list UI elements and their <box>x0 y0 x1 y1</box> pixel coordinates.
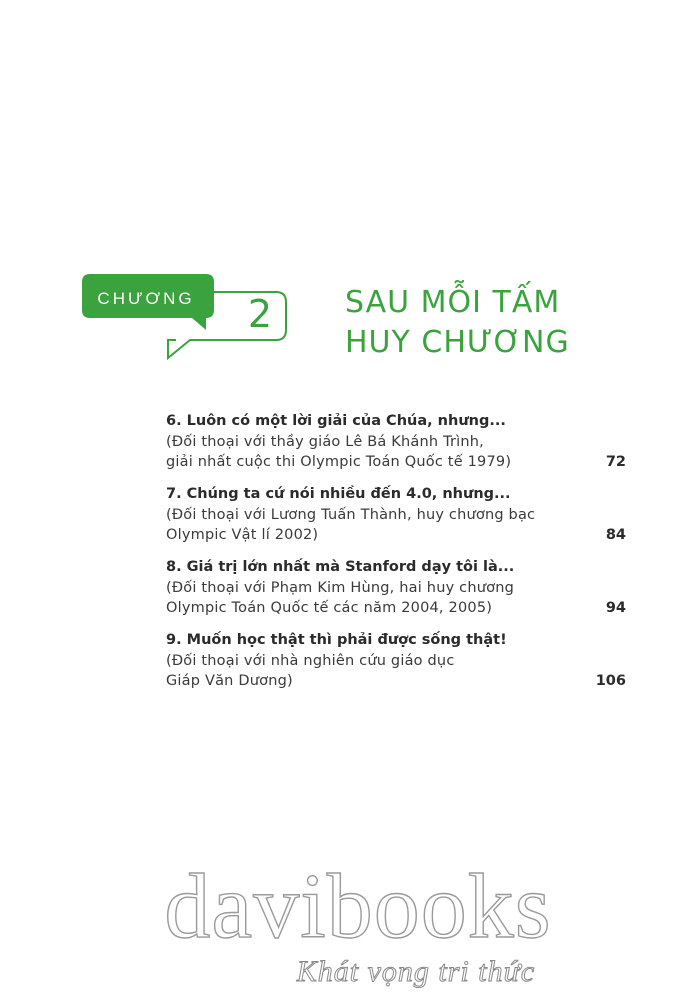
chapter-label: CHƯƠNG <box>97 289 195 308</box>
toc-page-number: 94 <box>605 600 626 616</box>
watermark-tagline: Khát vọng tri thức <box>296 955 536 988</box>
watermark-brand: davibooks <box>164 855 552 957</box>
toc-entry-title: 9. Muốn học thật thì phải được sống thật! <box>166 632 507 648</box>
toc-page-number: 106 <box>595 673 626 689</box>
toc-entry-subtitle: (Đối thoại với Phạm Kim Hùng, hai huy chương <box>166 580 514 596</box>
chapter-title <box>345 283 685 363</box>
chapter-badge <box>80 272 290 367</box>
toc-entry-title: 8. Giá trị lớn nhất mà Stanford dạy tôi là... <box>166 559 515 575</box>
toc-entry-title: 7. Chúng ta cứ nói nhiều đến 4.0, nhưng... <box>166 486 511 502</box>
toc-entry-title: 6. Luôn có một lời giải của Chúa, nhưng... <box>166 413 506 429</box>
toc-entry-subtitle: Olympic Toán Quốc tế các năm 2004, 2005) <box>166 600 493 616</box>
toc-entry-subtitle: Giáp Văn Dương) <box>166 673 293 689</box>
toc-entry-subtitle: giải nhất cuộc thi Olympic Toán Quốc tế 1979) <box>166 454 512 470</box>
chapter-title-line: HUY CHƯƠNG <box>345 325 570 360</box>
toc-entry-subtitle: Olympic Vật lí 2002) <box>166 527 319 543</box>
toc-entry-subtitle: (Đối thoại với thầy giáo Lê Bá Khánh Trình, <box>166 434 484 450</box>
toc-entry-subtitle: (Đối thoại với Lương Tuấn Thành, huy chương bạc <box>166 507 536 523</box>
toc-entry[interactable] <box>166 557 626 618</box>
chapter-title-line: SAU MỖI TẤM <box>345 285 561 320</box>
toc-entry-subtitle: (Đối thoại với nhà nghiên cứu giáo dục <box>166 653 455 669</box>
chapter-number: 2 <box>247 292 273 336</box>
toc-page-number: 84 <box>605 527 626 543</box>
toc-page-number: 72 <box>605 454 626 470</box>
toc-entry[interactable] <box>166 484 626 545</box>
toc-entry[interactable] <box>166 630 626 691</box>
table-of-contents <box>166 411 626 703</box>
toc-entry[interactable] <box>166 411 626 472</box>
